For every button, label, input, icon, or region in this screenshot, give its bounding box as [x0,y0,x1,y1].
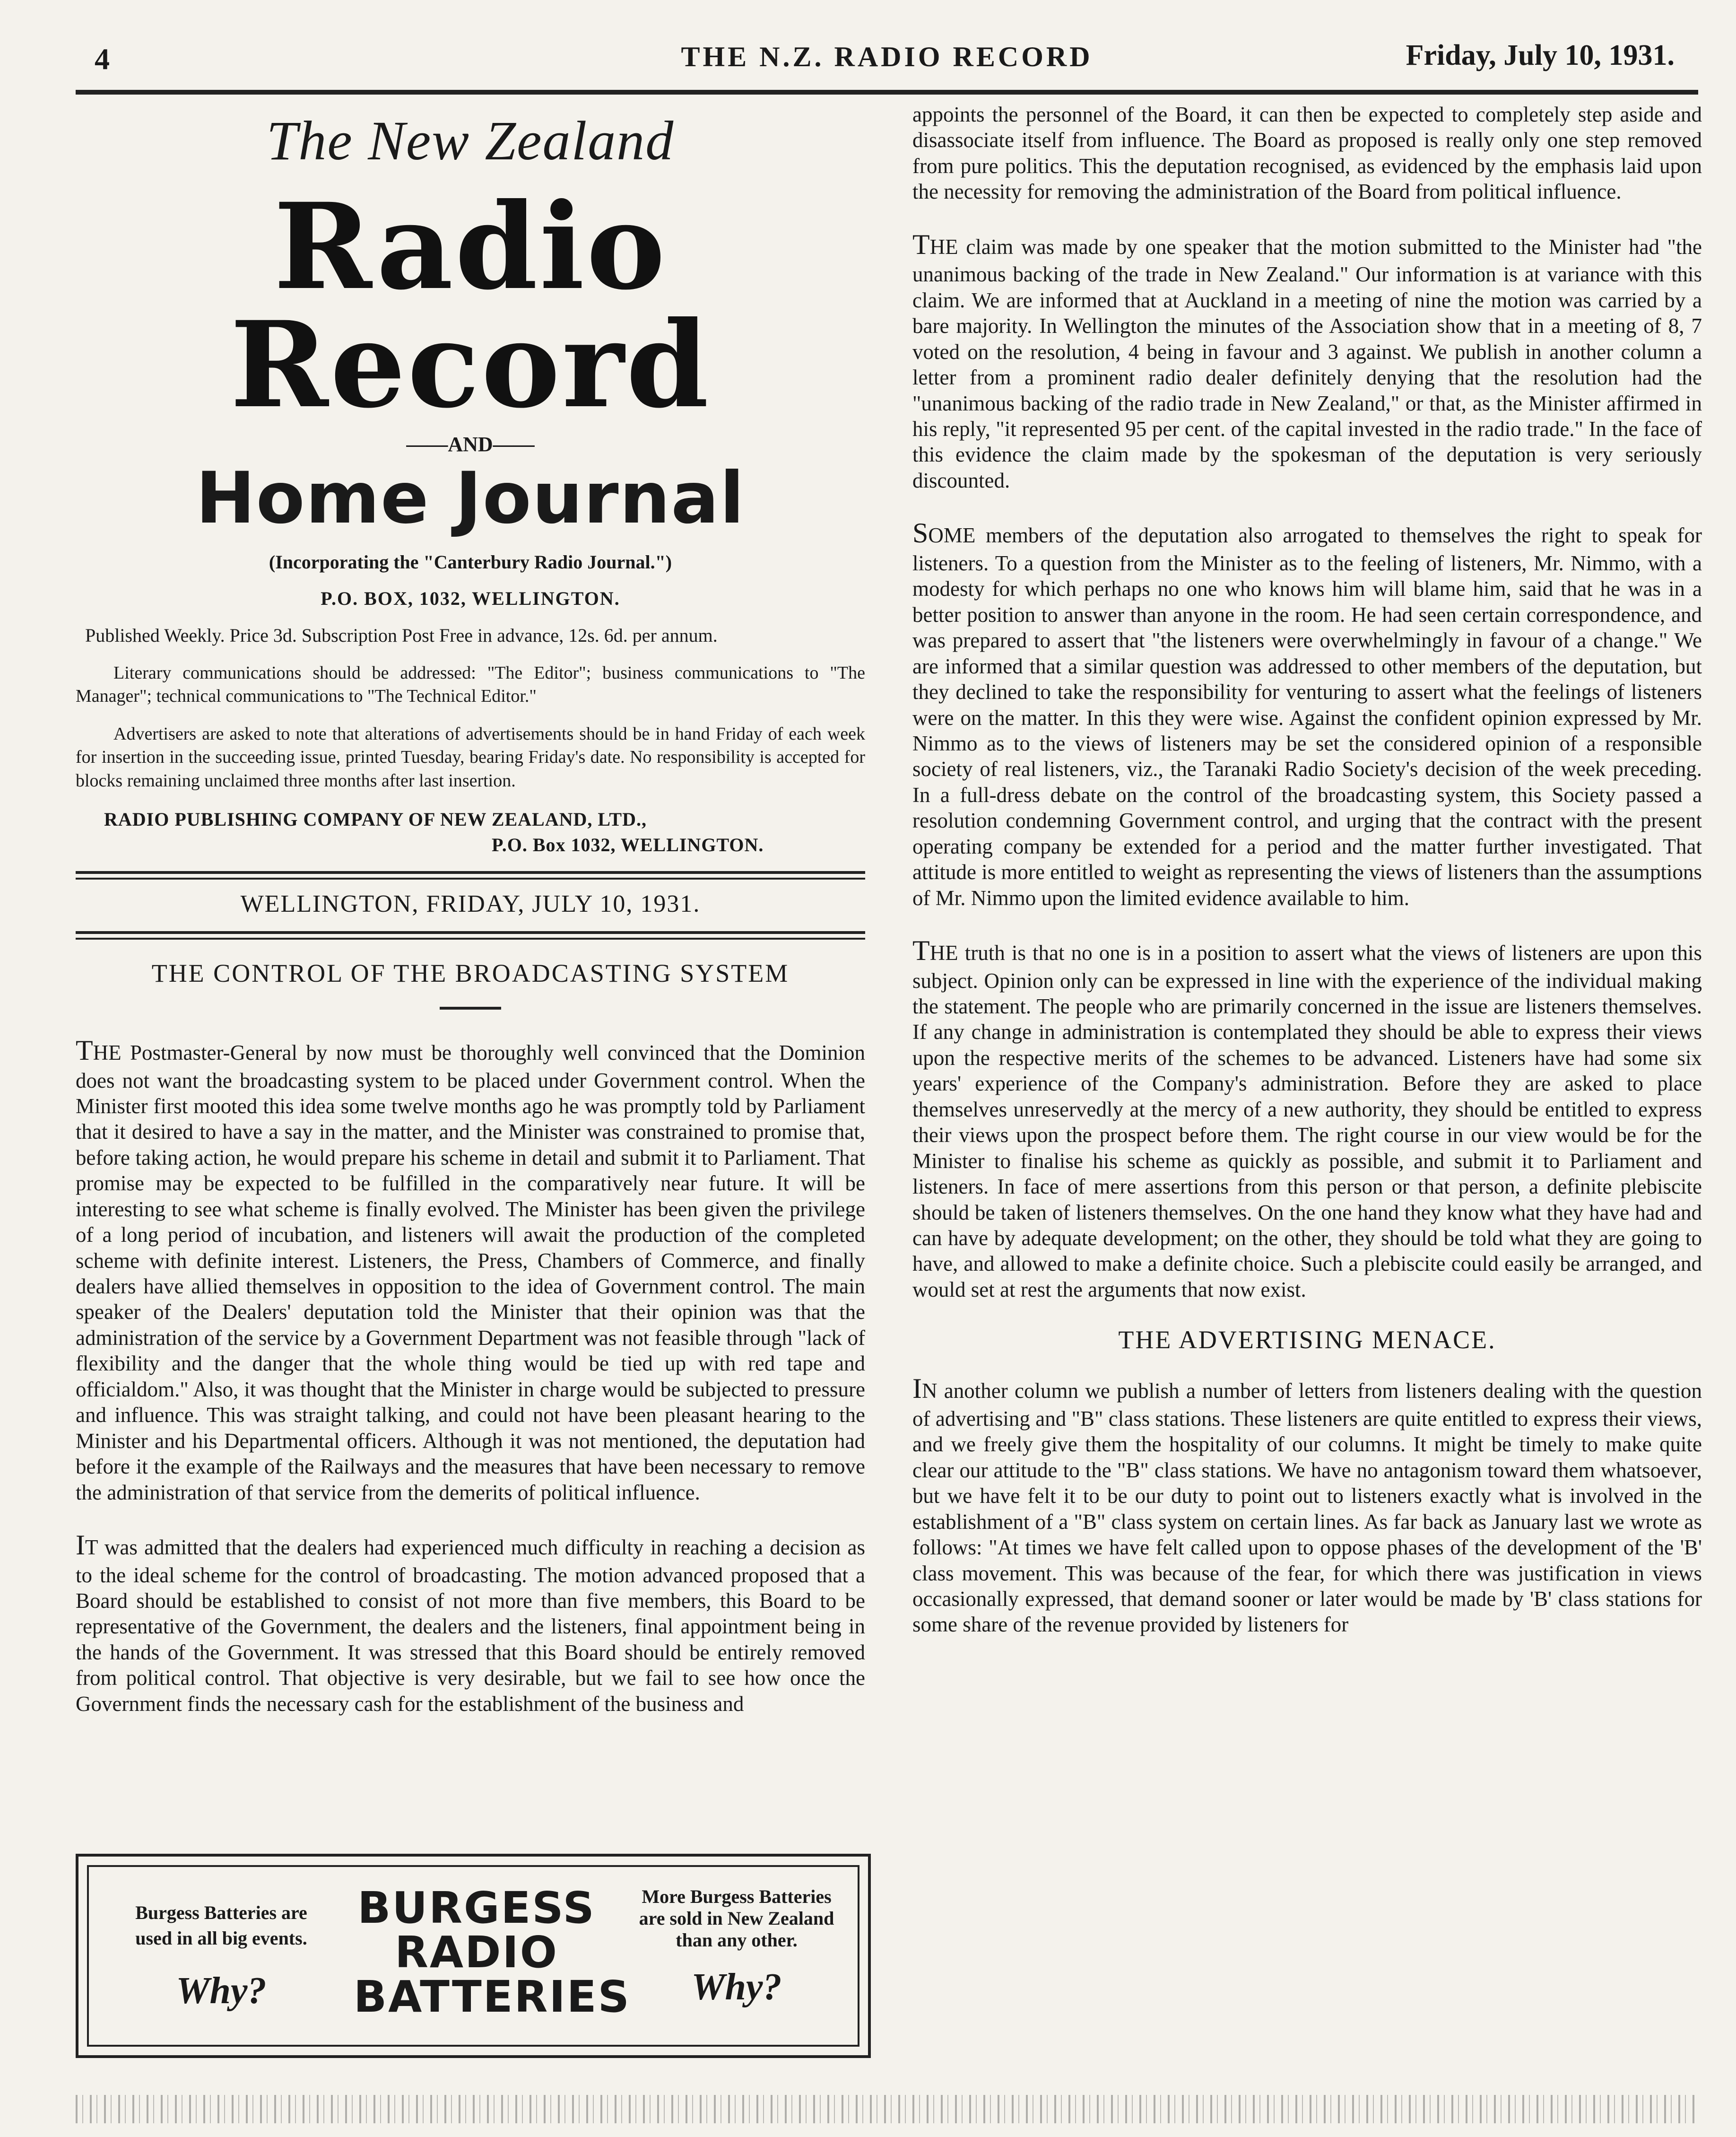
masthead-divider [76,871,865,880]
editorial-paragraph-1 [76,1033,865,1505]
scan-edge-artifact [76,2095,1698,2123]
advert-brand-line-2: RADIO [395,1927,558,1978]
editorial-paragraph-5 [912,516,1702,911]
left-column [76,104,865,1739]
advert-brand-line-3: BATTERIES [354,1971,631,2022]
advert-right-copy: More Burgess Batteries are sold in New Zealand than any other. [639,1886,834,1951]
paragraph-text: HE Postmaster-General by now must be thoroughly well convinced that the Dominion does not want the broadcasting system to be placed under Government control. When the Minister first mooted this idea some twelve months ago he was promptly told by Parliament that it desired to have a say in the matter, and the Minister was constrained to promise that, before taking action, he would prepare his scheme in detail and submit it to Parliament. That promise may be expected to be fulfilled in the comparatively near future. It will be interesting to see what scheme is finally evolved. The Minister has been given the privilege of a long period of incubation, and listeners will await the production of the completed scheme with definite interest. Listeners, the Press, Chambers of Commerce, and finally dealers have allied themselves in opposition to the idea of Government control. The main speaker of the Dealers' deputation told the Minister that their opinion was that the administration of the service by a Government Department was not feasible through "lack of flexibility and the danger that the whole thing would be tied up with red tape and officialdom." Also, it was thought that the Minister in charge would be subjected to pressure and influence. This was straight talking, and could not have been pleasant hearing to the Minister and his Departmental officers. Although it was not mentioned, the deputation had before it the example of the Railways and the measures that have been necessary to remove the administration of that service from the demerits of political influence. [76,1040,865,1504]
right-column [912,102,1702,1660]
advert-right-text [633,1886,841,2009]
editorial-headline: THE CONTROL OF THE BROADCASTING SYSTEM [151,959,790,987]
advert-brand-line-1: BURGESS [357,1883,596,1933]
masthead [76,109,865,858]
masthead-po-box: P.O. BOX, 1032, WELLINGTON. [321,588,620,609]
masthead-title: Radio Record [230,177,711,434]
editorial-paragraph-4 [912,227,1702,494]
paragraph-text: HE claim was made by one speaker that the motion submitted to the Minister had "the unanimous backing of the trade in New Zealand." Our information is at variance with this claim. We are informed that at Auckland in a meeting of nine the motion was carried by a bare majority. In Wellington the minutes of the Association show that in a meeting of 8, 7 voted on the resolution, 4 being in favour and 3 against. We publish in another column a letter from a prominent radio dealer definitely denying that the resolution had the "unanimous backing of the radio trade in New Zealand," or that, as the Minister affirmed in his reply, "it represented 95 per cent. of the capital invested in the radio trade." In the face of this evidence the claim made by the spokesman of the deputation is very seriously discounted. [912,235,1702,492]
advertising-headline: THE ADVERTISING MENACE. [1118,1326,1496,1354]
issue-date: Friday, July 10, 1931. [1406,39,1675,71]
editorial-paragraph-3: appoints the personnel of the Board, it can then be expected to completely step aside and disassociate itself from influence. The Board as proposed is really only one step removed from pure politics. This the deputation recognised, as evidenced by the emphasis laid upon the necessity for removing the administration of the Board from political influence. [912,103,1702,204]
masthead-and: ——AND—— [406,433,535,456]
paragraph-text: T was admitted that the dealers had experienced much difficulty in reaching a decision as to the ideal scheme for the control of broadcasting. The motion advanced proposed that a Board should be established to consist of not more than five members, this Board to be representative of the Government, the dealers and the listeners, final appointment being in the hands of the Government. It was stressed that this Board should be entirely removed from political control. That objective is very desirable, but we fail to see how once the Government finds the necessary cash for the establishment of the business and [76,1535,865,1716]
paragraph-text: N another column we publish a number of letters from listeners dealing with the question of advertising and "B" class stations. These listeners are quite entitled to express their views, and we freely give them the hospitality of our columns. It might be timely to make quite clear our attitude to the "B" class stations. We have no antagonism toward them whatsoever, but we have felt it to be our duty to point out to listeners exactly what is involved in the establishment of a "B" class system on certain lines. As far back as January last we wrote as follows: "At times we have felt called upon to oppose phases of the development of the 'B' class movement. This was because of the fear, for which there was justification in views occasionally expressed, that demand sooner or later would be made by 'B' class stations for some share of the revenue provided by listeners for [912,1379,1702,1637]
drop-cap: S [912,517,929,549]
advert-inner-border [87,1865,859,2047]
paragraph-text: HE truth is that no one is in a position to assert what the views of listeners are upon this subject. Opinion only can be expressed in line with the experience of the individual making the statement. The people who are primarily concerned in the issue are listeners themselves. If any change in administration is contemplated they should be able to express their views upon the respective merits of the schemes to be advanced. Listeners have had some six years' experience of the Company's administration. Before they are asked to place themselves unreservedly at the mercy of a new authority, they should be entitled to express their views upon the prospect before them. The right course in our view would be for the Minister to finalise his scheme as quickly as possible, and submit it to Parliament and listeners. In face of mere assertions from this person or that person, a definite plebiscite should be taken of listeners themselves. On the one hand they know what they have had and can have by adequate development; on the other, they should be told what they are going to have, and allowed to make a definite choice. Such a plebiscite could easily be arranged, and would set at rest the arguments that now exist. [912,941,1702,1301]
advert-brand [354,1883,631,2022]
masthead-literary: Literary communications should be addressed: "The Editor"; business communications to "The Manager"; technical communications to "The Technical Editor." [76,663,865,707]
paragraph-text: OME members of the deputation also arrogated to themselves the right to speak for listeners. To a question from the Minister as to the feeling of listeners, Mr. Nimmo, with a modesty for which perhaps no one who knows him will blame him, said that he was in a better position to answer than anyone in the room. He had seen certain correspondence, and was prepared to assert that "the listeners were overwhelmingly in favour of a change." We are informed that a similar question was addressed to other members of the deputation, but they declined to take the responsibility for venturing to assert what the feelings of listeners were on the matter. In this they were wise. Against the confident opinion expressed by Mr. Nimmo as to the views of listeners may be set the considered opinion of a responsible society of real listeners, viz., the Taranaki Radio Society's decision of the week preceding. In a full-dress debate on the control of the broadcasting system, this Society passed a resolution condemning Government control, and urging that the contract with the present operating company be extended for a period and the matter further investigated. That attitude is more entitled to weight as representing the views of listeners than the assumptions of Mr. Nimmo upon the limited evidence available to him. [912,523,1702,910]
advert-left-text [117,1900,325,2016]
masthead-subtitle: The New Zealand [266,110,675,172]
headline-rule [440,1007,501,1010]
drop-cap: T [912,228,930,260]
drop-cap: I [76,1529,85,1561]
dateline-divider [76,931,865,940]
editorial-paragraph-7 [912,1371,1702,1638]
masthead-home-journal: Home Journal [196,457,745,540]
drop-cap: T [76,1034,93,1066]
company-line-1: RADIO PUBLISHING COMPANY OF NEW ZEALAND, LTD., [104,808,647,830]
masthead-incorporating: (Incorporating the "Canterbury Radio Journal.") [269,551,672,573]
burgess-advertisement [76,1854,871,2058]
masthead-published: Published Weekly. Price 3d. Subscription Post Free in advance, 12s. 6d. per annum. [85,625,718,646]
page-number: 4 [95,42,110,76]
editorial-dateline: WELLINGTON, FRIDAY, JULY 10, 1931. [240,890,701,917]
advert-why-right: Why? [691,1966,782,2008]
company-line-2: P.O. Box 1032, WELLINGTON. [492,834,764,855]
editorial-paragraph-6 [912,933,1702,1302]
advert-left-copy: Burgess Batteries are used in all big events. [135,1902,307,1949]
drop-cap: I [912,1373,922,1404]
editorial-paragraph-2 [76,1528,865,1717]
masthead-advertisers: Advertisers are asked to note that alterations of advertisements should be in hand Friday of each week for insertion in the succeeding issue, printed Tuesday, bearing Friday's date. No responsibility is accepted for blocks remaining unclaimed three months after last insertion. [76,724,865,791]
drop-cap: T [912,935,930,966]
masthead-company [76,807,865,858]
advert-why-left: Why? [176,1970,267,2012]
page-header [76,38,1698,95]
publication-title: THE N.Z. RADIO RECORD [681,41,1093,72]
